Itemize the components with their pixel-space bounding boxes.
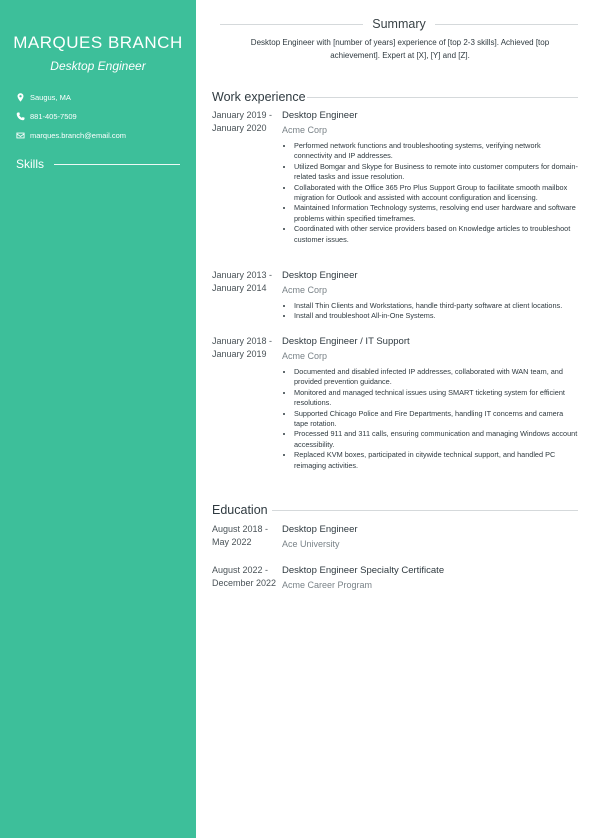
entry-title: Desktop Engineer <box>282 110 358 121</box>
contact-location <box>16 88 196 106</box>
envelope-icon <box>16 131 25 140</box>
entry-dates: January 2019 - January 2020 <box>212 110 273 133</box>
entry-title: Desktop Engineer Specialty Certificate <box>282 565 445 576</box>
bullet-item: • Supported Chicago Police and Fire Departments, handling IT concerns and camera tape rotation. <box>294 409 578 430</box>
bullet-item: • Coordinated with other service providers based on Knowledge articles to troubleshoot customer issues. <box>294 224 578 245</box>
entry-dates: January 2018 - January 2019 <box>212 336 273 359</box>
summary-title: Summary <box>372 17 426 31</box>
entry-org: Ace University <box>282 539 340 549</box>
bullet-item: • Maintained Information Technology systems, resolving end user hardware and software problems within specified timeframes. <box>294 203 578 224</box>
entry-org: Acme Career Program <box>282 580 373 590</box>
education-title: Education <box>212 503 268 517</box>
phone-icon <box>16 112 25 121</box>
contact-email <box>16 126 196 144</box>
entry-org: Acme Corp <box>282 125 328 135</box>
bullet-item: • Performed network functions and troubleshooting systems, verifying network connectivity and IP addresses. <box>294 141 578 162</box>
candidate-name: MARQUES BRANCH <box>13 33 183 52</box>
sidebar <box>0 0 196 838</box>
skills-heading <box>16 157 180 171</box>
entry-org: Acme Corp <box>282 351 328 361</box>
entry-bullets <box>282 141 578 245</box>
bullet-item: • Replaced KVM boxes, participated in citywide technical support, and handled PC reimaging activities. <box>294 450 578 471</box>
entry-bullets <box>282 367 578 471</box>
entry-title: Desktop Engineer <box>282 270 358 281</box>
summary-heading <box>220 17 578 31</box>
entry-title: Desktop Engineer <box>282 524 358 535</box>
bullet-item: • Monitored and managed technical issues using SMART ticketing system for efficient resolutions. <box>294 388 578 409</box>
contact-email-text: marques.branch@email.com <box>30 130 126 140</box>
education-rule-visible <box>272 510 578 511</box>
bullet-item: • Collaborated with the Office 365 Pro Plus Support Group to facilitate smooth mailbox migration for Outlook and assisted with account configuration and licensing. <box>294 183 578 204</box>
skills-label: Skills <box>16 157 45 171</box>
entry-org: Acme Corp <box>282 285 328 295</box>
work-experience-rule <box>307 97 578 98</box>
summary-rule-left <box>220 24 363 25</box>
entry-dates: August 2022 - December 2022 <box>212 565 277 588</box>
bullet-item: • Processed 911 and 311 calls, ensuring communication and managing Windows account accessibility. <box>294 429 578 450</box>
summary-text: Desktop Engineer with [number of years] experience of [top 2-3 skills]. Achieved [top achievement]. Expert at [X], [Y] and [Z]. <box>250 38 550 60</box>
entry-bullets <box>282 301 578 322</box>
contact-phone <box>16 107 196 125</box>
skills-divider <box>54 164 180 165</box>
entry-dates: January 2013 - January 2014 <box>212 270 273 293</box>
contact-phone-text: 881-405-7509 <box>30 111 77 121</box>
contact-list <box>0 88 196 144</box>
entry-title: Desktop Engineer / IT Support <box>282 336 410 347</box>
candidate-role: Desktop Engineer <box>50 59 146 73</box>
bullet-item: • Documented and disabled infected IP addresses, collaborated with WAN team, and provided prevention guidance. <box>294 367 578 388</box>
entry-dates: August 2018 - May 2022 <box>212 524 269 547</box>
work-experience-title: Work experience <box>212 90 306 104</box>
bullet-item: • Utilized Bomgar and Skype for Business to remote into customer computers for domain-related tasks and issue resolution. <box>294 162 578 183</box>
contact-location-text: Saugus, MA <box>30 92 71 102</box>
location-pin-icon <box>16 93 25 102</box>
bullet-item: • Install and troubleshoot All-in-One Systems. <box>294 311 578 321</box>
summary-rule-right <box>435 24 578 25</box>
bullet-item: • Install Thin Clients and Workstations, handle third-party software at client locations. <box>294 301 578 311</box>
